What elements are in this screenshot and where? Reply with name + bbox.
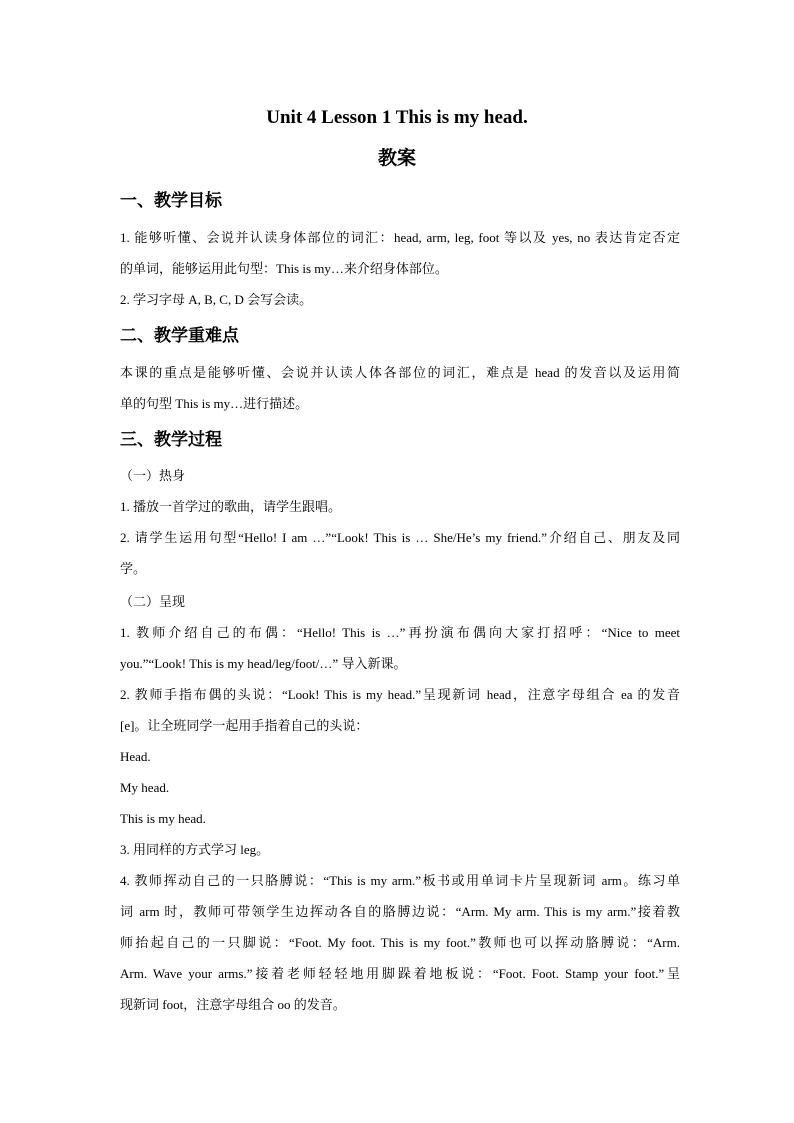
document-subtitle: 教案 [377, 148, 416, 169]
example-line: Head. [120, 749, 151, 764]
paragraph-line: 本课的重点是能够听懂、会说并认读人体各部位的词汇，难点是 head 的发音以及运用简 [120, 365, 680, 380]
document-title: Unit 4 Lesson 1 This is my head. [266, 107, 528, 128]
paragraph-line: 现新词 foot，注意字母组合 oo 的发音。 [120, 997, 346, 1012]
paragraph-line: 2. 教师手指布偶的头说：“Look! This is my head.”呈现新词 head，注意字母组合 ea 的发音 [120, 687, 680, 702]
example-line: My head. [120, 780, 170, 795]
paragraph-line: Arm. Wave your arms.”接着老师轻轻地用脚跺着地板说：“Foot. Foot. Stamp your foot.”呈 [120, 966, 680, 981]
paragraph-line: 的单词，能够运用此句型：This is my…来介绍身体部位。 [120, 261, 448, 276]
section-heading-process: 三、教学过程 [120, 430, 222, 450]
paragraph-line: 1. 教师介绍自己的布偶：“Hello! This is …”再扮演布偶向大家打招呼：“Nice to meet [120, 625, 680, 640]
paragraph-line: 单的句型 This is my…进行描述。 [120, 396, 309, 411]
paragraph-line: 2. 学习字母 A, B, C, D 会写会读。 [120, 292, 313, 307]
paragraph-line: 1. 播放一首学过的歌曲，请学生跟唱。 [120, 499, 342, 514]
subsection-label: （二）呈现 [120, 594, 186, 609]
section-heading-objectives: 一、教学目标 [120, 191, 222, 211]
subsection-label: （一）热身 [120, 468, 186, 483]
paragraph-line: 2. 请学生运用句型“Hello! I am …”“Look! This is … She/He’s my friend.”介绍自己、朋友及同 [120, 530, 680, 545]
paragraph-line: 1. 能够听懂、会说并认读身体部位的词汇：head, arm, leg, foot 等以及 yes, no 表达肯定否定 [120, 230, 680, 245]
section-heading-key-points: 二、教学重难点 [120, 326, 239, 346]
paragraph-line: [e]。让全班同学一起用手指着自己的头说： [120, 718, 369, 733]
paragraph-line: 词 arm 时，教师可带领学生边挥动各自的胳膊边说：“Arm. My arm. This is my arm.”接着教 [120, 904, 680, 919]
paragraph-line: 学。 [120, 561, 147, 576]
paragraph-line: you.”“Look! This is my head/leg/foot/…” 导入新课。 [120, 656, 407, 671]
paragraph-line: 师抬起自己的一只脚说：“Foot. My foot. This is my foot.”教师也可以挥动胳膊说：“Arm. [120, 935, 680, 950]
example-line: This is my head. [120, 811, 206, 826]
paragraph-line: 4. 教师挥动自己的一只胳膊说：“This is my arm.”板书或用单词卡片呈现新词 arm。练习单 [120, 873, 680, 888]
paragraph-line: 3. 用同样的方式学习 leg。 [120, 842, 270, 857]
